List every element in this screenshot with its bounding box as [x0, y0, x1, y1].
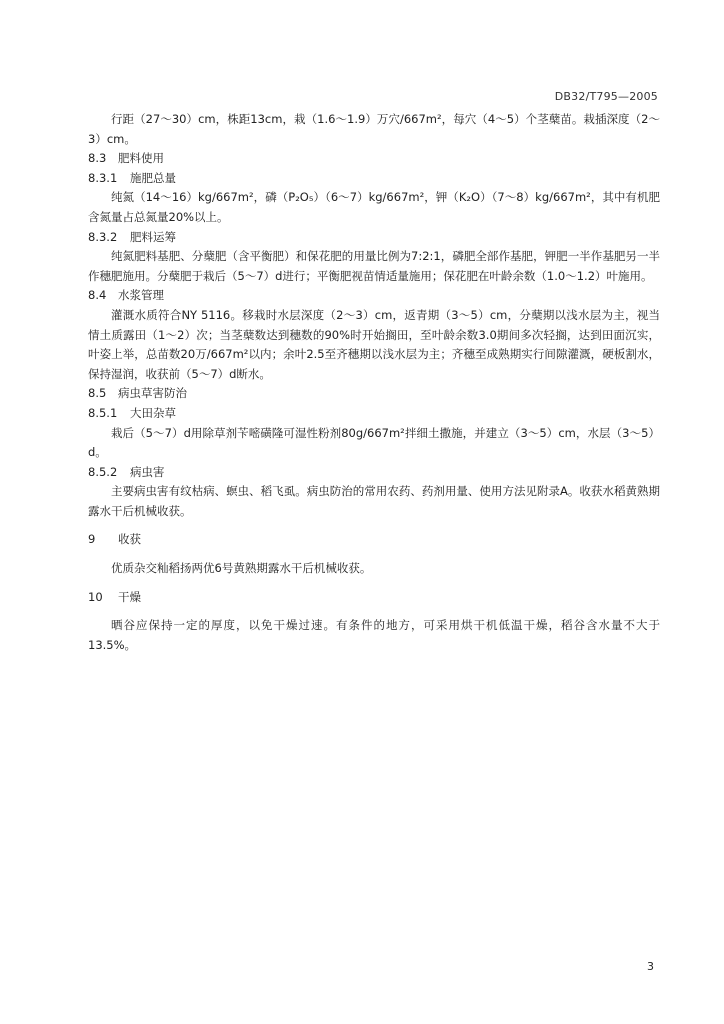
fertilizer-total-paragraph: 纯氮（14～16）kg/667m²，磷（P₂O₅）（6～7）kg/667m²，钾（K₂O）（7～8）kg/667m²，其中有机肥含氮量占总氮量20%以上。 — [88, 190, 660, 224]
drying-paragraph: 晒谷应保持一定的厚度，以免干燥过速。有条件的地方，可采用烘干机低温干燥，稻谷含水量不大于13.5%。 — [88, 618, 660, 652]
document-body — [88, 110, 660, 655]
section-title: 干燥 — [118, 589, 141, 604]
section-heading-8-4 — [88, 286, 660, 306]
section-number: 8.5.2 — [88, 464, 118, 479]
section-heading-9 — [88, 530, 660, 550]
section-heading-8-5-1 — [88, 404, 660, 424]
section-number: 8.3 — [88, 151, 107, 166]
fertilizer-schedule-paragraph: 纯氮肥料基肥、分蘖肥（含平衡肥）和保花肥的用量比例为7:2:1，磷肥全部作基肥，钾肥一半作基肥另一半作穗肥施用。分蘖肥于栽后（5～7）d进行；平衡肥视苗情适量施用；保花肥在叶龄余数（1.0～1.2）叶施用。 — [88, 249, 660, 283]
section-heading-8-3 — [88, 149, 660, 169]
water-management-paragraph: 灌溉水质符合NY 5116。移栽时水层深度（2～3）cm，返青期（3～5）cm，分蘖期以浅水层为主，视当情土质露田（1～2）次；当茎蘖数达到穗数的90%时开始搁田，至叶龄余数3.0期间多次轻搁，达到田面沉实，叶姿上举，总苗数20万/667m²以内；余叶2.5至齐穗期以浅水层为主；齐穗至成熟期实行间隙灌溉，硬板割水，保持湿润，收获前（5～7）d断水。 — [88, 307, 660, 381]
section-title: 施肥总量 — [130, 170, 176, 185]
section-number: 9 — [88, 532, 96, 547]
section-heading-8-3-1 — [88, 169, 660, 189]
section-heading-8-3-2 — [88, 228, 660, 248]
section-heading-8-5-2 — [88, 463, 660, 483]
standard-code-header: DB32/T795—2005 — [554, 90, 658, 103]
section-number: 10 — [88, 589, 103, 604]
section-heading-8-5 — [88, 384, 660, 404]
section-number: 8.3.2 — [88, 229, 118, 244]
section-heading-10 — [88, 588, 660, 608]
weed-control-paragraph: 栽后（5～7）d用除草剂苄嘧磺隆可湿性粉剂80g/667m²拌细土撒施，并建立（3～5）cm，水层（3～5）d。 — [88, 425, 660, 460]
harvest-paragraph: 优质杂交籼稻扬两优6号黄熟期露水干后机械收获。 — [111, 561, 372, 576]
section-number: 8.4 — [88, 288, 107, 303]
section-title: 病虫草害防治 — [118, 386, 187, 401]
section-title: 大田杂草 — [130, 405, 176, 420]
section-number: 8.5.1 — [88, 405, 118, 420]
section-number: 8.3.1 — [88, 170, 118, 185]
section-title: 肥料使用 — [118, 151, 164, 166]
planting-spacing-paragraph: 行距（27～30）cm，株距13cm，栽（1.6～1.9）万穴/667m²，每穴（4～5）个茎蘖苗。栽插深度（2～3）cm。 — [88, 112, 660, 146]
section-title: 病虫害 — [130, 464, 165, 479]
section-title: 肥料运筹 — [130, 229, 176, 244]
pest-control-paragraph: 主要病虫害有纹枯病、螟虫、稻飞虱。病虫防治的常用农药、药剂用量、使用方法见附录A。收获水稻黄熟期露水干后机械收获。 — [88, 484, 660, 518]
section-number: 8.5 — [88, 386, 107, 401]
section-title: 水浆管理 — [118, 288, 164, 303]
section-title: 收获 — [118, 532, 141, 547]
page-number: 3 — [647, 960, 654, 973]
